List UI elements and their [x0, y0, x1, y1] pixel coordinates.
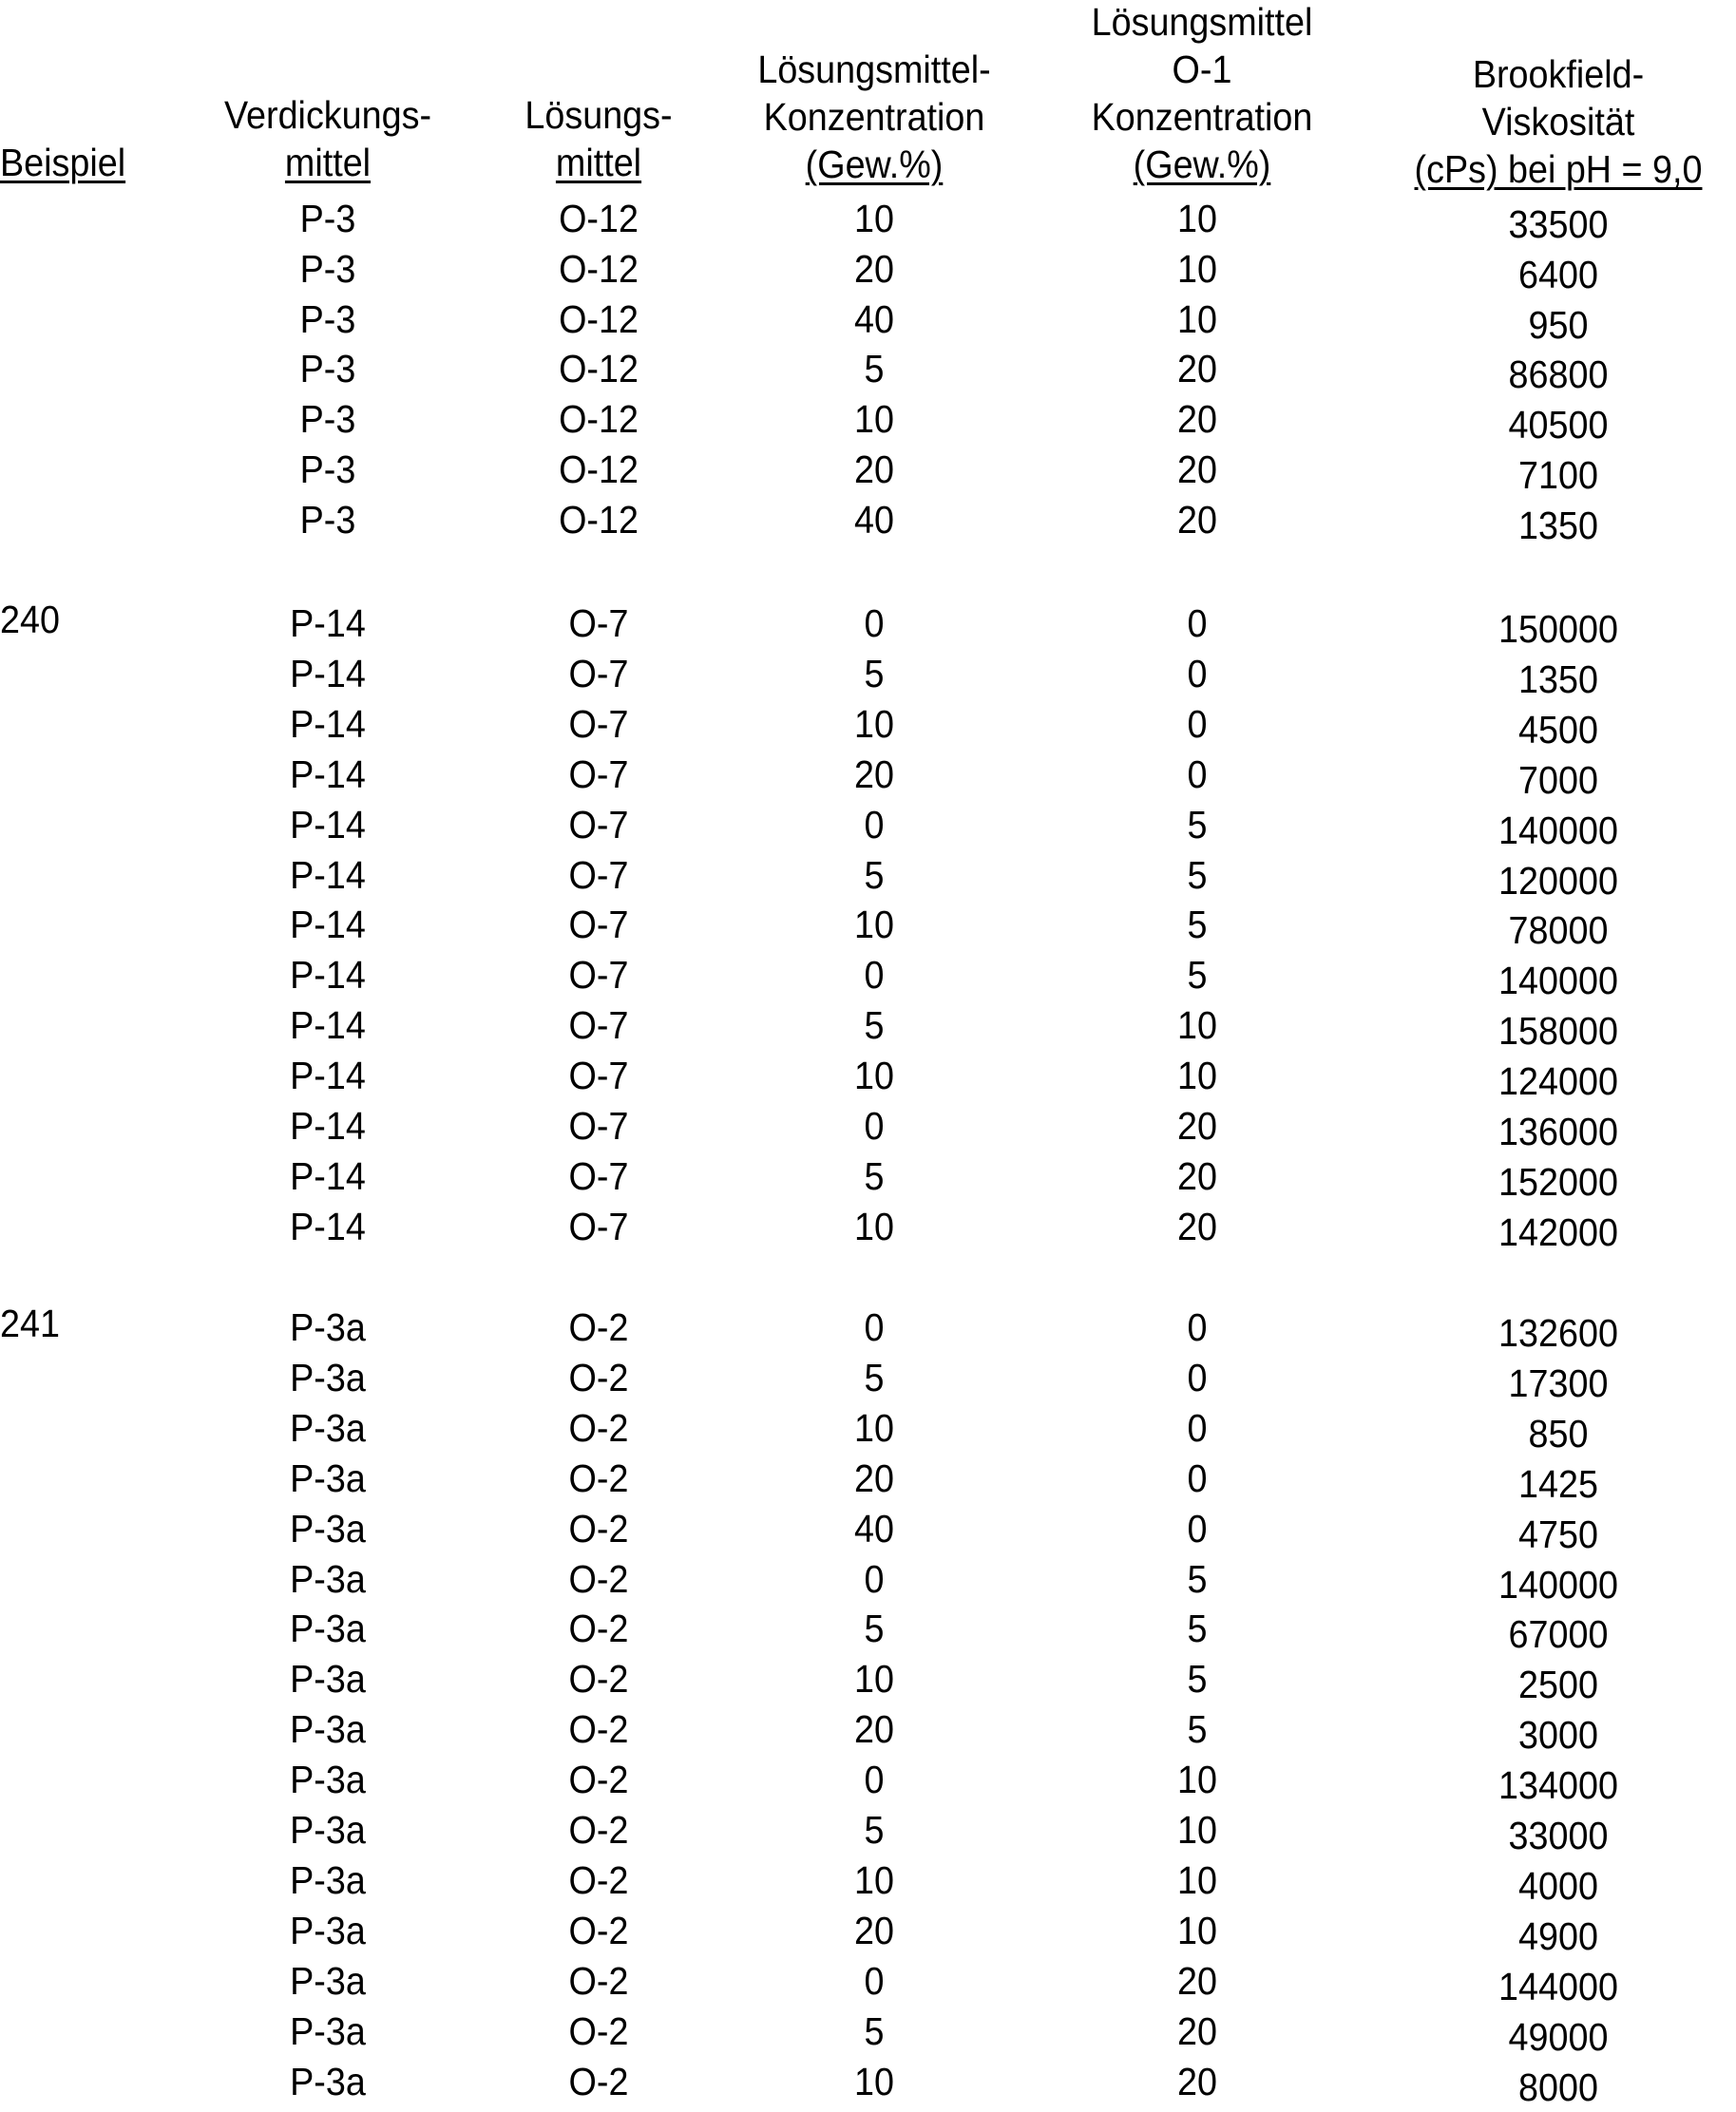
table-row: [0, 495, 1736, 547]
cell-loesungsmittel-konzentration: 20: [854, 1908, 894, 1952]
table-row: [0, 244, 1736, 294]
cell-loesungsmittel: O-7: [568, 903, 629, 947]
cell-loesungsmittel-konzentration: 10: [854, 701, 894, 746]
cell-verdickungsmittel: P-3: [299, 296, 356, 341]
cell-verdickungsmittel: P-3: [299, 447, 356, 491]
cell-loesungsmittel-konzentration: 10: [854, 1405, 894, 1450]
cell-viskositaet: 120000: [1498, 858, 1618, 903]
cell-o1-konzentration: 5: [1187, 1556, 1208, 1601]
cell-loesungsmittel: O-7: [568, 701, 629, 746]
cell-loesungsmittel-konzentration: 5: [864, 1355, 885, 1399]
table-row: [0, 194, 1736, 246]
table-row: [0, 1956, 1736, 2006]
cell-viskositaet: 124000: [1498, 1059, 1618, 1104]
cell-o1-konzentration: 5: [1187, 852, 1208, 897]
cell-loesungsmittel-konzentration: 10: [854, 1054, 894, 1098]
table-row: [0, 699, 1736, 752]
cell-loesungsmittel-konzentration: 5: [864, 347, 885, 391]
cell-loesungsmittel-konzentration: 10: [854, 1857, 894, 1902]
cell-loesungsmittel: O-7: [568, 1003, 629, 1048]
cell-viskositaet: 7100: [1518, 453, 1598, 497]
cell-loesungsmittel-konzentration: 5: [864, 2008, 885, 2053]
cell-viskositaet: 4000: [1518, 1863, 1598, 1908]
cell-loesungsmittel-konzentration: 40: [854, 296, 894, 341]
header-verdickungsmittel-line1: Verdickungs-: [223, 93, 432, 137]
table-row: [0, 1101, 1736, 1151]
cell-o1-konzentration: 20: [1177, 1204, 1217, 1248]
cell-loesungsmittel-konzentration: 10: [854, 197, 894, 240]
cell-loesungsmittel: O-2: [568, 2008, 629, 2053]
cell-loesungsmittel: O-2: [568, 1707, 629, 1752]
cell-o1-konzentration: 5: [1187, 953, 1208, 998]
cell-loesungsmittel: O-2: [568, 1456, 629, 1500]
cell-viskositaet: 17300: [1508, 1360, 1609, 1405]
cell-o1-konzentration: 5: [1187, 1707, 1208, 1752]
cell-beispiel: 241: [0, 1302, 60, 1345]
cell-viskositaet: 132600: [1498, 1311, 1618, 1355]
cell-verdickungsmittel: P-3a: [290, 2059, 366, 2103]
table-row: [0, 2007, 1736, 2059]
cell-verdickungsmittel: P-3a: [290, 1506, 366, 1551]
table-row: [0, 1654, 1736, 1707]
cell-viskositaet: 158000: [1498, 1009, 1618, 1054]
table-row: [0, 850, 1736, 903]
cell-loesungsmittel-konzentration: 40: [854, 497, 894, 542]
cell-viskositaet: 1350: [1518, 656, 1598, 701]
cell-loesungsmittel: O-12: [559, 397, 639, 442]
cell-o1-konzentration: 10: [1177, 1808, 1217, 1852]
cell-verdickungsmittel: P-14: [290, 1003, 366, 1048]
header-o1-line4: (Gew.%): [1133, 143, 1271, 186]
cell-loesungsmittel: O-2: [568, 1657, 629, 1702]
cell-loesungsmittel-konzentration: 0: [864, 601, 885, 645]
cell-verdickungsmittel: P-14: [290, 1104, 366, 1148]
cell-o1-konzentration: 5: [1187, 802, 1208, 847]
cell-loesungsmittel-konzentration: 10: [854, 1204, 894, 1248]
cell-viskositaet: 136000: [1498, 1110, 1618, 1153]
cell-o1-konzentration: 0: [1187, 752, 1208, 796]
cell-loesungsmittel: O-2: [568, 1758, 629, 1802]
cell-verdickungsmittel: P-14: [290, 1204, 366, 1248]
cell-loesungsmittel: O-12: [559, 497, 639, 542]
cell-verdickungsmittel: P-3a: [290, 1707, 366, 1752]
cell-verdickungsmittel: P-14: [290, 852, 366, 897]
table-row: [0, 1353, 1736, 1405]
cell-verdickungsmittel: P-14: [290, 1153, 366, 1198]
cell-verdickungsmittel: P-3a: [290, 2008, 366, 2053]
cell-loesungsmittel: O-2: [568, 1556, 629, 1601]
cell-verdickungsmittel: P-3: [299, 497, 356, 542]
cell-verdickungsmittel: P-14: [290, 953, 366, 998]
cell-verdickungsmittel: P-3a: [290, 1657, 366, 1702]
cell-o1-konzentration: 5: [1187, 1607, 1208, 1651]
table-row: [0, 394, 1736, 447]
cell-verdickungsmittel: P-14: [290, 903, 366, 947]
cell-o1-konzentration: 10: [1177, 1758, 1217, 1802]
table-row: [0, 950, 1736, 1003]
cell-o1-konzentration: 0: [1187, 1305, 1208, 1349]
cell-o1-konzentration: 10: [1177, 1054, 1217, 1098]
cell-loesungsmittel: O-7: [568, 752, 629, 796]
header-loesungsmittel-line2: mittel: [555, 141, 642, 184]
cell-o1-konzentration: 10: [1177, 1908, 1217, 1952]
header-viskositaet-line2: Viskosität: [1481, 100, 1635, 143]
cell-loesungsmittel: O-7: [568, 601, 629, 645]
cell-o1-konzentration: 20: [1177, 1153, 1217, 1198]
cell-verdickungsmittel: P-3a: [290, 1908, 366, 1952]
table-row: [0, 598, 1736, 651]
header-beispiel: Beispiel: [0, 141, 126, 184]
cell-o1-konzentration: 20: [1177, 2059, 1217, 2103]
cell-loesungsmittel-konzentration: 5: [864, 852, 885, 897]
cell-loesungsmittel-konzentration: 5: [864, 651, 885, 695]
table-row: [0, 1604, 1736, 1657]
cell-viskositaet: 140000: [1498, 1562, 1618, 1607]
cell-verdickungsmittel: P-3a: [290, 1405, 366, 1450]
cell-verdickungsmittel: P-3: [299, 397, 356, 442]
cell-verdickungsmittel: P-14: [290, 701, 366, 746]
cell-viskositaet: 140000: [1498, 808, 1618, 852]
table-row: [0, 1454, 1736, 1506]
cell-viskositaet: 2500: [1518, 1663, 1598, 1707]
cell-loesungsmittel: O-7: [568, 802, 629, 847]
cell-o1-konzentration: 20: [1177, 1104, 1217, 1148]
table-row: [0, 800, 1736, 852]
cell-viskositaet: 67000: [1508, 1612, 1609, 1657]
cell-loesungsmittel-konzentration: 20: [854, 752, 894, 796]
cell-verdickungsmittel: P-14: [290, 1054, 366, 1098]
cell-o1-konzentration: 0: [1187, 1506, 1208, 1551]
cell-o1-konzentration: 20: [1177, 347, 1217, 391]
cell-o1-konzentration: 0: [1187, 651, 1208, 695]
table-row: [0, 1554, 1736, 1607]
table-row: [0, 445, 1736, 497]
cell-loesungsmittel: O-2: [568, 1857, 629, 1902]
cell-loesungsmittel: O-12: [559, 347, 639, 391]
cell-o1-konzentration: 0: [1187, 701, 1208, 746]
table-row: [0, 1403, 1736, 1456]
cell-o1-konzentration: 5: [1187, 1657, 1208, 1702]
header-verdickungsmittel-line2: mittel: [284, 141, 372, 184]
cell-o1-konzentration: 5: [1187, 903, 1208, 947]
cell-o1-konzentration: 0: [1187, 1355, 1208, 1399]
cell-verdickungsmittel: P-3a: [290, 1305, 366, 1349]
cell-o1-konzentration: 0: [1187, 1405, 1208, 1450]
cell-loesungsmittel-konzentration: 5: [864, 1153, 885, 1198]
cell-viskositaet: 3000: [1518, 1713, 1598, 1758]
cell-viskositaet: 4900: [1518, 1913, 1598, 1958]
cell-loesungsmittel: O-7: [568, 1054, 629, 1098]
cell-verdickungsmittel: P-3a: [290, 1556, 366, 1601]
cell-verdickungsmittel: P-3a: [290, 1607, 366, 1651]
cell-o1-konzentration: 10: [1177, 197, 1217, 240]
cell-loesungsmittel: O-2: [568, 1607, 629, 1651]
table-row: [0, 2057, 1736, 2109]
cell-loesungsmittel: O-2: [568, 1506, 629, 1551]
cell-loesungsmittel: O-12: [559, 296, 639, 341]
cell-loesungsmittel-konzentration: 20: [854, 246, 894, 291]
cell-verdickungsmittel: P-3a: [290, 1857, 366, 1902]
header-o1-line1: Lösungsmittel: [1091, 0, 1313, 44]
cell-loesungsmittel: O-2: [568, 1808, 629, 1852]
cell-viskositaet: 1425: [1518, 1461, 1598, 1506]
header-konzentration-line2: Konzentration: [763, 95, 985, 139]
cell-viskositaet: 86800: [1508, 352, 1609, 397]
cell-loesungsmittel-konzentration: 5: [864, 1003, 885, 1048]
cell-loesungsmittel-konzentration: 0: [864, 953, 885, 998]
table-row: [0, 1755, 1736, 1808]
cell-loesungsmittel-konzentration: 10: [854, 903, 894, 947]
cell-verdickungsmittel: P-14: [290, 752, 366, 796]
cell-loesungsmittel: O-2: [568, 1305, 629, 1349]
cell-viskositaet: 7000: [1518, 757, 1598, 802]
cell-loesungsmittel: O-7: [568, 651, 629, 695]
table-row: [0, 1906, 1736, 1958]
cell-verdickungsmittel: P-3a: [290, 1808, 366, 1852]
cell-loesungsmittel: O-12: [559, 447, 639, 491]
table-row: [0, 1805, 1736, 1855]
cell-loesungsmittel-konzentration: 5: [864, 1808, 885, 1852]
cell-loesungsmittel-konzentration: 20: [854, 1707, 894, 1752]
cell-loesungsmittel-konzentration: 0: [864, 1104, 885, 1148]
cell-o1-konzentration: 10: [1177, 296, 1217, 341]
header-viskositaet-line1: Brookfield-: [1472, 52, 1645, 96]
cell-o1-konzentration: 10: [1177, 1003, 1217, 1048]
cell-o1-konzentration: 20: [1177, 2008, 1217, 2053]
cell-viskositaet: 850: [1528, 1411, 1589, 1456]
cell-loesungsmittel-konzentration: 0: [864, 1305, 885, 1349]
cell-viskositaet: 152000: [1498, 1159, 1618, 1204]
cell-loesungsmittel-konzentration: 20: [854, 447, 894, 491]
cell-viskositaet: 140000: [1498, 959, 1618, 1003]
cell-loesungsmittel: O-7: [568, 1104, 629, 1148]
table-row: [0, 1855, 1736, 1908]
cell-verdickungsmittel: P-3: [299, 246, 356, 291]
cell-o1-konzentration: 0: [1187, 601, 1208, 645]
cell-o1-konzentration: 20: [1177, 447, 1217, 491]
cell-viskositaet: 78000: [1508, 908, 1609, 953]
cell-loesungsmittel-konzentration: 0: [864, 1556, 885, 1601]
header-o1-line2: O-1: [1172, 48, 1232, 91]
cell-viskositaet: 150000: [1498, 607, 1618, 651]
header-viskositaet-line3: (cPs) bei pH = 9,0: [1414, 147, 1703, 191]
cell-viskositaet: 4500: [1518, 707, 1598, 752]
table-row: [0, 1302, 1736, 1355]
cell-verdickungsmittel: P-14: [290, 651, 366, 695]
cell-viskositaet: 142000: [1498, 1209, 1618, 1254]
cell-loesungsmittel-konzentration: 0: [864, 1758, 885, 1802]
cell-loesungsmittel: O-12: [559, 197, 639, 240]
cell-o1-konzentration: 10: [1177, 246, 1217, 291]
cell-loesungsmittel: O-2: [568, 1958, 629, 2003]
cell-viskositaet: 144000: [1498, 1964, 1618, 2008]
cell-viskositaet: 33000: [1508, 1814, 1609, 1857]
cell-loesungsmittel: O-7: [568, 852, 629, 897]
table-row: [0, 900, 1736, 953]
header-loesungsmittel-line1: Lösungs-: [525, 93, 673, 137]
cell-loesungsmittel: O-7: [568, 1153, 629, 1198]
cell-loesungsmittel-konzentration: 40: [854, 1506, 894, 1551]
cell-viskositaet: 8000: [1518, 2064, 1598, 2109]
cell-verdickungsmittel: P-3: [299, 197, 356, 240]
cell-verdickungsmittel: P-3a: [290, 1958, 366, 2003]
header-konzentration-line1: Lösungsmittel-: [757, 48, 991, 91]
cell-verdickungsmittel: P-3a: [290, 1758, 366, 1802]
cell-viskositaet: 40500: [1508, 403, 1609, 447]
header-konzentration-line3: (Gew.%): [805, 143, 944, 186]
cell-o1-konzentration: 20: [1177, 397, 1217, 442]
table-row: [0, 1704, 1736, 1758]
table-row: [0, 1202, 1736, 1254]
cell-beispiel: 240: [0, 598, 60, 641]
cell-loesungsmittel: O-2: [568, 1355, 629, 1399]
table-row: [0, 1504, 1736, 1556]
cell-viskositaet: 6400: [1518, 252, 1598, 296]
cell-o1-konzentration: 0: [1187, 1456, 1208, 1500]
cell-viskositaet: 49000: [1508, 2014, 1609, 2059]
cell-loesungsmittel: O-2: [568, 1908, 629, 1952]
cell-verdickungsmittel: P-3a: [290, 1355, 366, 1399]
table-row: [0, 1000, 1736, 1054]
table-row: [0, 750, 1736, 802]
cell-viskositaet: 33500: [1508, 202, 1609, 246]
cell-loesungsmittel-konzentration: 0: [864, 1958, 885, 2003]
cell-loesungsmittel: O-7: [568, 1204, 629, 1248]
cell-loesungsmittel: O-7: [568, 953, 629, 998]
cell-loesungsmittel-konzentration: 10: [854, 397, 894, 442]
cell-verdickungsmittel: P-14: [290, 601, 366, 645]
cell-viskositaet: 134000: [1498, 1763, 1618, 1808]
table-row: [0, 1051, 1736, 1104]
cell-viskositaet: 1350: [1518, 503, 1598, 547]
cell-verdickungsmittel: P-3a: [290, 1456, 366, 1500]
cell-loesungsmittel-konzentration: 20: [854, 1456, 894, 1500]
table-row: [0, 295, 1736, 347]
cell-verdickungsmittel: P-3: [299, 347, 356, 391]
cell-verdickungsmittel: P-14: [290, 802, 366, 847]
cell-viskositaet: 950: [1528, 302, 1589, 347]
header-o1-line3: Konzentration: [1091, 95, 1313, 139]
table-row: [0, 1151, 1736, 1204]
table-row: [0, 344, 1736, 397]
cell-o1-konzentration: 20: [1177, 1958, 1217, 2003]
cell-loesungsmittel: O-12: [559, 246, 639, 291]
cell-o1-konzentration: 10: [1177, 1857, 1217, 1902]
table-row: [0, 649, 1736, 701]
cell-loesungsmittel-konzentration: 10: [854, 2059, 894, 2103]
cell-o1-konzentration: 20: [1177, 497, 1217, 542]
cell-viskositaet: 4750: [1518, 1512, 1598, 1556]
cell-loesungsmittel: O-2: [568, 2059, 629, 2103]
cell-loesungsmittel: O-2: [568, 1405, 629, 1450]
cell-loesungsmittel-konzentration: 5: [864, 1607, 885, 1651]
cell-loesungsmittel-konzentration: 10: [854, 1657, 894, 1702]
cell-loesungsmittel-konzentration: 0: [864, 802, 885, 847]
